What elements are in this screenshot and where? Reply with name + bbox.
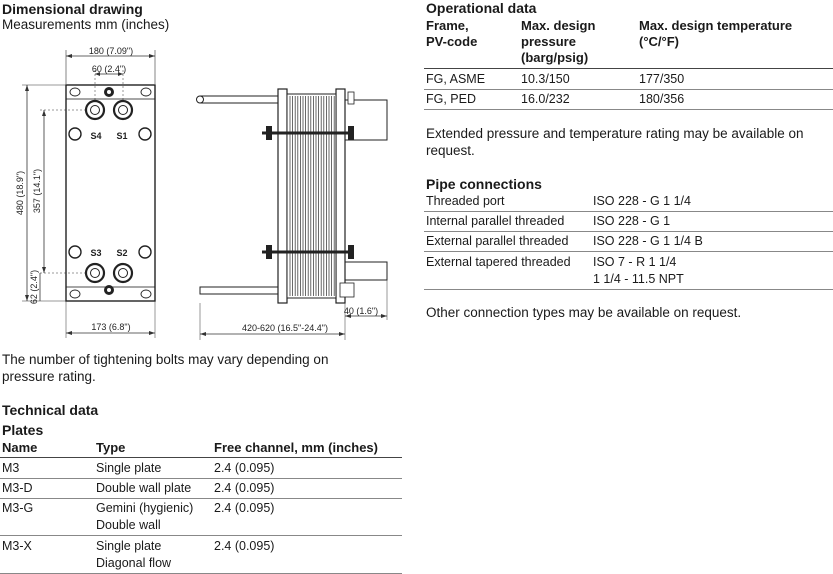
bolt-note: The number of tightening bolts may vary depending on pressure rating. — [2, 352, 329, 384]
plate-type-line2: Diagonal flow — [96, 556, 172, 570]
pipe-value: ISO 228 - G 1 — [593, 214, 671, 228]
op-header-temp-line1: Max. design temperature — [639, 18, 793, 33]
op-header-pressure-line1: Max. design — [521, 18, 596, 33]
op-header-pressure — [521, 18, 595, 66]
op-temperature: 180/356 — [639, 92, 685, 106]
op-temperature: 177/350 — [639, 72, 685, 86]
dim-width-top: 180 (7.09") — [88, 46, 134, 56]
pipe-label: Threaded port — [426, 194, 505, 208]
op-header-frame-line1: Frame, — [426, 18, 469, 33]
plate-type: Single plate — [96, 539, 162, 553]
plates-subtitle: Plates — [2, 422, 44, 438]
plate-channel: 2.4 (0.095) — [214, 481, 275, 495]
dimensional-subtitle: Measurements mm (inches) — [2, 17, 170, 32]
dim-pipe-len: 40 (1.6") — [343, 306, 379, 316]
pipe-label: Internal parallel threaded — [426, 214, 565, 228]
dim-height-total: 480 (18.9") — [15, 170, 25, 216]
pipe-value: ISO 228 - G 1 1/4 B — [593, 234, 703, 248]
pipe-note: Other connection types may be available on request. — [426, 305, 742, 320]
dimensional-title: Dimensional drawing — [2, 1, 143, 17]
op-frame: FG, ASME — [426, 72, 486, 86]
dim-bottom-offset: 62 (2.4") — [29, 269, 39, 305]
op-header-temperature — [639, 18, 792, 50]
plate-name: M3 — [2, 461, 20, 475]
plate-channel: 2.4 (0.095) — [214, 461, 275, 475]
operational-note: Extended pressure and temperature rating may be available on request. — [426, 126, 804, 158]
plate-type: Gemini (hygienic) — [96, 501, 194, 515]
op-frame: FG, PED — [426, 92, 477, 106]
plates-header-channel: Free channel, mm (inches) — [214, 440, 378, 455]
dim-height-ports: 357 (14.1") — [32, 168, 42, 214]
pipe-value: ISO 228 - G 1 1/4 — [593, 194, 691, 208]
op-header-temp-line2: (°C/°F) — [639, 34, 679, 49]
port-label-s1: S1 — [116, 131, 128, 141]
dim-width-bottom: 173 (6.8") — [91, 322, 131, 332]
op-header-pressure-line2: pressure — [521, 34, 576, 49]
pipe-label: External parallel threaded — [426, 234, 569, 248]
plate-type-line2: Double wall — [96, 518, 161, 532]
port-label-s3: S3 — [90, 248, 102, 258]
pipe-value-line2: 1 1/4 - 11.5 NPT — [593, 272, 684, 286]
op-header-frame-line2: PV-code — [426, 34, 478, 49]
plate-type: Double wall plate — [96, 481, 192, 495]
plate-name: M3-X — [2, 539, 32, 553]
op-header-frame — [426, 18, 477, 50]
pipe-value: ISO 7 - R 1 1/4 — [593, 255, 677, 269]
plate-name: M3-G — [2, 501, 34, 515]
technical-title: Technical data — [2, 402, 99, 418]
op-pressure: 10.3/150 — [521, 72, 570, 86]
plates-header-name: Name — [2, 440, 38, 455]
pipe-label: External tapered threaded — [426, 255, 571, 269]
plate-channel: 2.4 (0.095) — [214, 539, 275, 553]
dim-port-spacing: 60 (2.4") — [91, 64, 127, 74]
plate-type: Single plate — [96, 461, 162, 475]
op-pressure: 16.0/232 — [521, 92, 570, 106]
plate-channel: 2.4 (0.095) — [214, 501, 275, 515]
pipe-title: Pipe connections — [426, 176, 542, 192]
dim-length: 420-620 (16.5"-24.4") — [242, 323, 328, 333]
plates-header-type: Type — [96, 440, 126, 455]
operational-title: Operational data — [426, 0, 537, 16]
port-label-s4: S4 — [90, 131, 102, 141]
plate-name: M3-D — [2, 481, 33, 495]
port-label-s2: S2 — [116, 248, 128, 258]
op-header-pressure-line3: (barg/psig) — [521, 50, 589, 65]
